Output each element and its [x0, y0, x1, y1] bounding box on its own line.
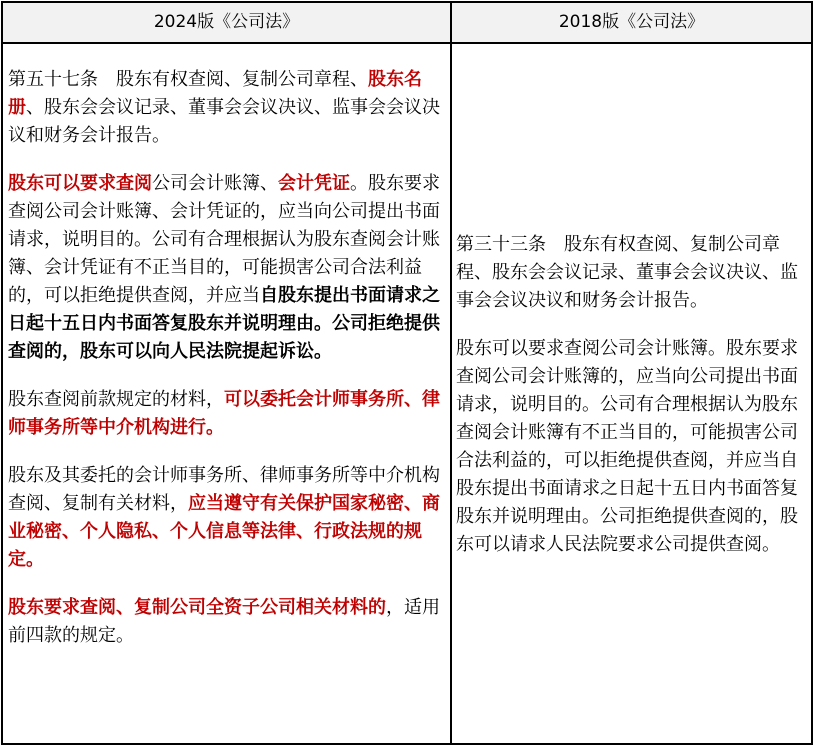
text-run: 股东及其委托的会计师事务所、律师事务所等中介机构查阅、复制有关材料， [8, 465, 440, 514]
paragraph-2024-3 [8, 386, 448, 442]
paragraph-2018-1: 第三十三条 股东有权查阅、复制公司章程、股东会会议记录、董事会会议决议、监事会会议决议和财务会计报告。 [456, 233, 798, 311]
text-run: 第五十七条 股东有权查阅、复制公司章程、 [8, 69, 368, 90]
header-2024: 2024版《公司法》 [153, 12, 300, 32]
paragraph-2018-2: 股东可以要求查阅公司会计账簿。股东要求查阅公司会计账簿的，应当向公司提出书面请求，说明目的。公司有合理根据认为股东查阅会计账簿有不正当目的，可能损害公司合法利益的，可以拒绝提供查阅，并应当自股东提出书面请求之日起十五日内书面答复股东并说明理由。公司拒绝提供查阅的，股东可以请求人民法院要求公司提供查阅。 [456, 337, 798, 555]
paragraph-2024-2 [8, 170, 448, 366]
column-divider [450, 3, 452, 743]
paragraph-2024-5 [8, 594, 448, 650]
paragraph-2024-4 [8, 462, 448, 574]
cell-2024-text [8, 46, 448, 743]
highlight-text: 股东要求查阅、复制公司全资子公司相关材料的 [8, 597, 386, 618]
highlight-text: 可以委托会计师事务所、律师事务所等中介机构进行。 [8, 389, 440, 438]
text-run: ，适用前四款的规定。 [8, 597, 440, 646]
text-run: 公司会计账簿、 [152, 173, 278, 194]
cell-2018-text [456, 46, 812, 743]
paragraph-2024-1 [8, 66, 448, 150]
highlight-text: 会计凭证 [278, 173, 350, 194]
highlight-text: 股东名册 [8, 69, 422, 118]
text-run: 、股东会会议记录、董事会会议决议、监事会会议决议和财务会计报告。 [8, 97, 440, 146]
bold-text: 自股东提出书面请求之日起十五日内书面答复股东并说明理由。公司拒绝提供查阅的，股东可以向人民法院提起诉讼。 [8, 285, 440, 362]
highlight-text: 应当遵守有关保护国家秘密、商业秘密、个人隐私、个人信息等法律、行政法规的规定。 [8, 493, 440, 570]
text-run: 股东查阅前款规定的材料， [8, 389, 224, 410]
comparison-table [1, 1, 813, 745]
table-header-row [3, 3, 811, 44]
header-2018: 2018版《公司法》 [558, 12, 705, 32]
highlight-text: 股东可以要求查阅 [8, 173, 152, 194]
text-run: 。股东要求查阅公司会计账簿、会计凭证的，应当向公司提出书面请求，说明目的。公司有合理根据认为股东查阅会计账簿、会计凭证有不正当目的，可能损害公司合法利益的，可以拒绝提供查阅，并应当 [8, 173, 440, 306]
